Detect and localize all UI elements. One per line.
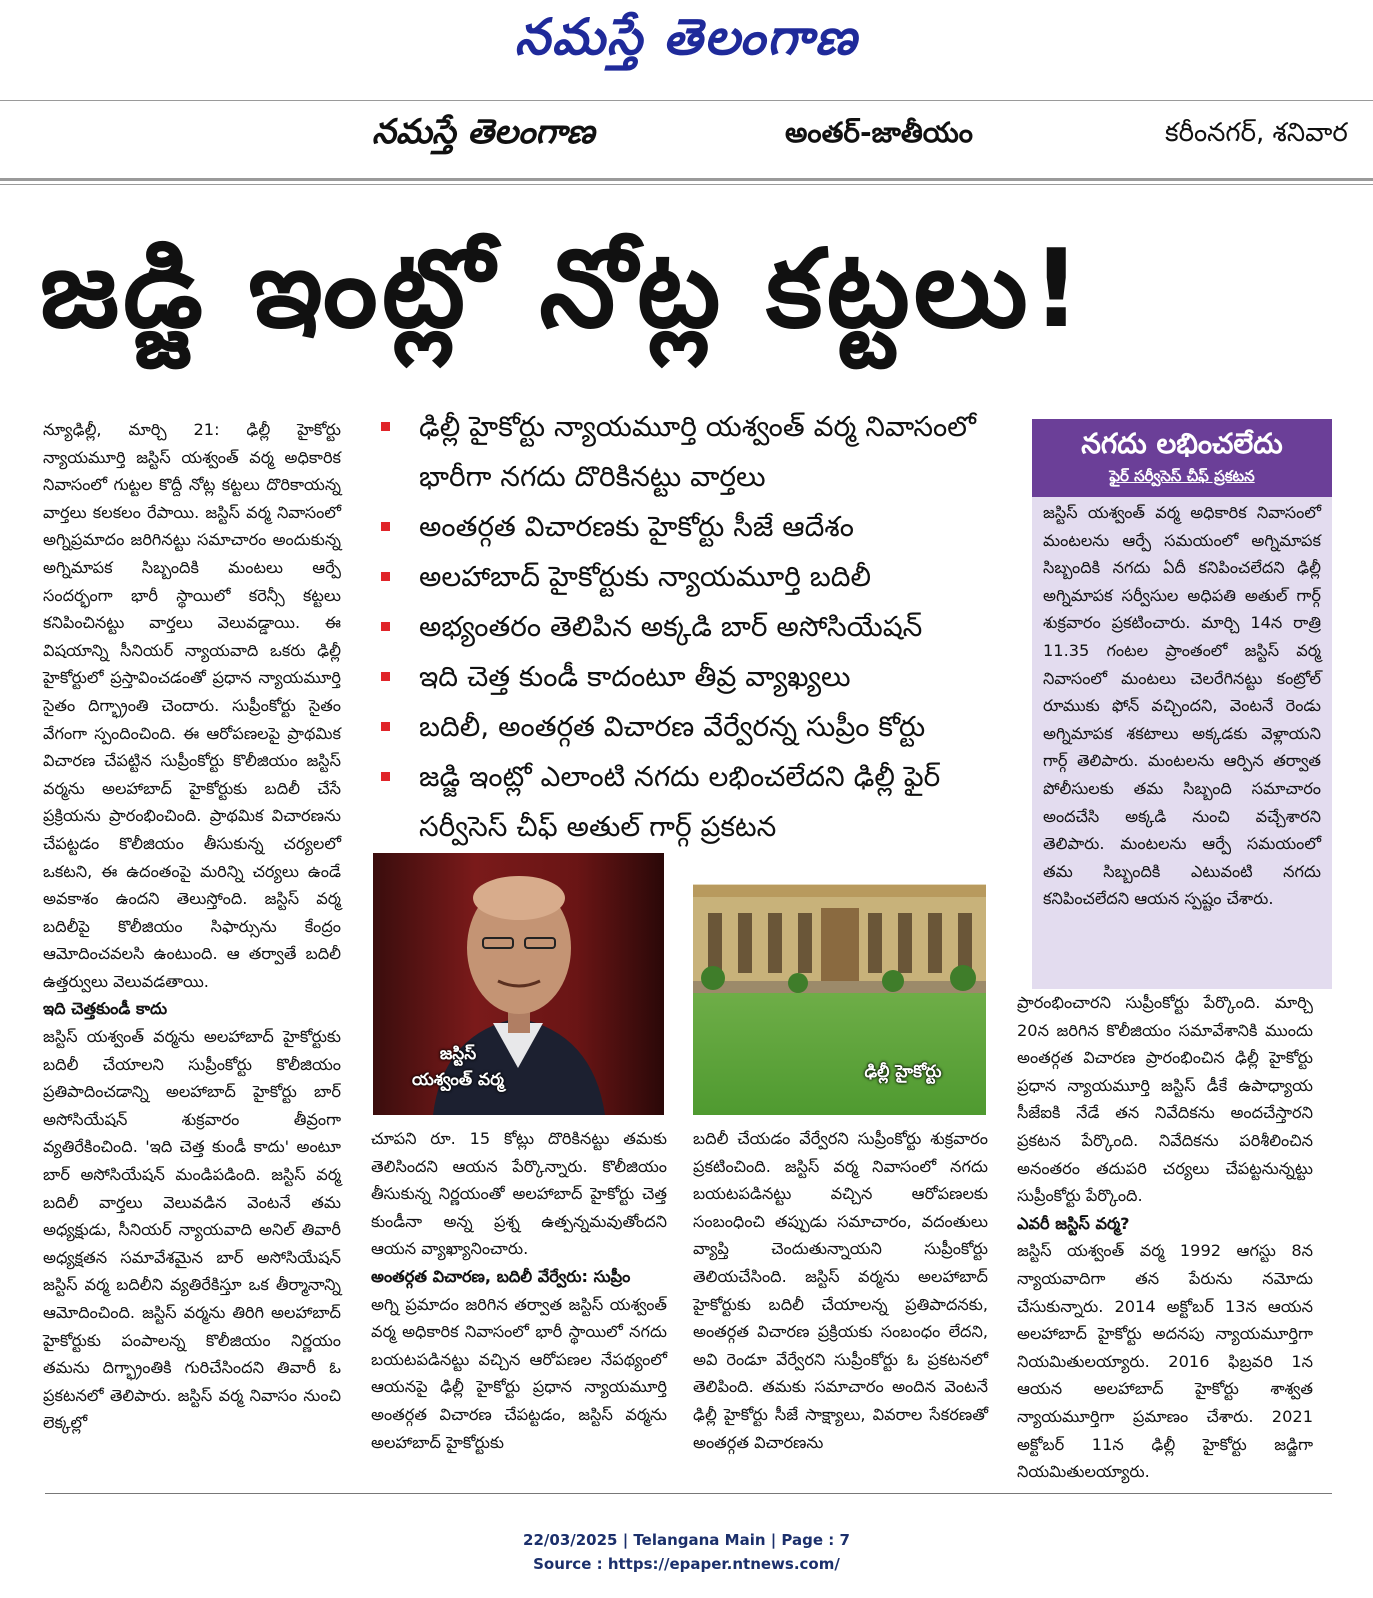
place-date: కరీంనగర్, శనివార — [1165, 118, 1348, 148]
sidebar-box-header — [1032, 419, 1332, 497]
subheading: అంతర్గత విచారణ, బదిలీ వేర్వేరు: సుప్రీం — [371, 1266, 631, 1286]
court-caption: ఢిల్లీ హైకోర్టు — [864, 1062, 942, 1082]
highlight-item: ఢిల్లీ హైకోర్టు న్యాయమూర్తి యశ్వంత్ వర్మ నివాసంలో భారీగా నగదు దొరికినట్టు వార్తలు — [375, 402, 1015, 502]
article-paragraph: చూపని రూ. 15 కోట్లు దొరికినట్టు తమకు తెలిసిందని ఆయన పేర్కొన్నారు. కొలీజియం తీసుకున్న నిర్ణయంతో అలహాబాద్ హైకోర్టు చెత్త కుండీనా అన్న ప్రశ్న ఉత్పన్నమవుతోందని ఆయన వ్యాఖ్యానించారు. — [371, 1129, 667, 1259]
highlight-item: జడ్జి ఇంట్లో ఎలాంటి నగదు లభించలేదని ఢిల్లీ ఫైర్ సర్వీసెస్ చీఫ్ అతుల్ గార్గ్ ప్రకటన — [375, 752, 1015, 852]
sidebar-box-subtitle: ఫైర్ సర్వీసెస్ చీఫ్ ప్రకటన — [1109, 467, 1255, 485]
sidebar-box-title: నగదు లభించలేదు — [1081, 427, 1283, 460]
highlight-item: అభ్యంతరం తెలిపిన అక్కడి బార్ అసోసియేషన్ — [375, 602, 1015, 652]
delhi-high-court-photo — [693, 853, 986, 1115]
article-column-1 — [43, 416, 341, 1437]
sidebar-box-body — [1043, 499, 1321, 913]
article-column-4 — [1017, 989, 1313, 1486]
article-column-2 — [371, 1125, 667, 1456]
article-paragraph: ప్రారంభించారని సుప్రీంకోర్టు పేర్కొంది. మార్చి 20న జరిగిన కొలీజియం సమావేశానికి ముందు అంతర్గత విచారణ ప్రారంభించిన ఢిల్లీ హైకోర్టు ప్రధాన న్యాయమూర్తి జస్టిస్ డీకే ఉపాధ్యాయ సీజేఐకి నేడే తన నివేదికను అందచేస్తారని ప్రకటన పేర్కొంది. నివేదికను పరిశీలించిన అనంతరం తదుపరి చర్యలు చేపట్టనున్నట్టు సుప్రీంకోర్టు పేర్కొంది. — [1017, 993, 1313, 1206]
article-column-3 — [693, 1125, 988, 1456]
footer-rule — [45, 1493, 1332, 1494]
subheading: ఎవరీ జస్టిస్ వర్మ? — [1017, 1213, 1130, 1233]
highlight-item: బదిలీ, అంతర్గత విచారణ వేర్వేరన్న సుప్రీం కోర్టు — [375, 702, 1015, 752]
highlight-item: అంతర్గత విచారణకు హైకోర్టు సీజే ఆదేశం — [375, 502, 1015, 552]
article-paragraph: అగ్ని ప్రమాదం జరిగిన తర్వాత జస్టిస్ యశ్వంత్ వర్మ అధికారిక నివాసంలో భారీ స్థాయిలో నగదు బయటపడినట్టు వచ్చిన ఆరోపణల నేపథ్యంలో ఆయనపై ఢిల్లీ హైకోర్టు ప్రధాన న్యాయమూర్తి అంతర్గత విచారణ చేపట్టడం, జస్టిస్ వర్మను అలహాబాద్ హైకోర్టుకు — [371, 1294, 667, 1452]
header-rule-thin — [0, 184, 1373, 185]
masthead-logo: నమస్తే తెలంగాణ — [514, 8, 859, 66]
article-paragraph: జస్టిస్ యశ్వంత్ వర్మ 1992 ఆగస్టు 8న న్యాయవాదిగా తన పేరును నమోదు చేసుకున్నారు. 2014 అక్టోబర్ 13న ఆయన అలహాబాద్ హైకోర్టు అదనపు న్యాయమూర్తిగా నియమితులయ్యారు. 2016 ఫిబ్రవరి 1న ఆయన అలహాబాద్ హైకోర్టు శాశ్వత న్యాయమూర్తిగా ప్రమాణం చేశారు. 2021 అక్టోబర్ 11న ఢిల్లీ హైకోర్టు జడ్జిగా నియమితులయ్యారు. — [1017, 1241, 1313, 1482]
article-paragraph: బదిలీ చేయడం వేర్వేరని సుప్రీంకోర్టు శుక్రవారం ప్రకటించింది. జస్టిస్ వర్మ నివాసంలో నగదు బయటపడినట్టు వచ్చిన ఆరోపణలకు సంబంధించి తప్పుడు సమాచారం, వదంతులు వ్యాప్తి చెందుతున్నాయని సుప్రీంకోర్టు తెలియచేసింది. జస్టిస్ వర్మను అలహాబాద్ హైకోర్టుకు బదిలీ చేయాలన్న ప్రతిపాదనకు, అంతర్గత విచారణ ప్రక్రియకు సంబంధం లేదని, అవి రెండూ వేర్వేరని సుప్రీంకోర్టు ఓ ప్రకటనలో తెలిపింది. తమకు సమాచారం అందిన వెంటనే ఢిల్లీ హైకోర్టు సీజే సాక్ష్యాలు, వివరాల సేకరణతో అంతర్గత విచారణను — [693, 1129, 988, 1452]
footer-source: Source : https://epaper.ntnews.com/ — [533, 1555, 840, 1573]
brand-name: నమస్తే తెలంగాణ — [372, 112, 595, 152]
highlight-item: ఇది చెత్త కుండీ కాదంటూ తీవ్ర వ్యాఖ్యలు — [375, 652, 1015, 702]
headline: జడ్జి ఇంట్లో నోట్ల కట్టలు! — [40, 227, 1085, 352]
article-paragraph: జస్టిస్ యశ్వంత్ వర్మను అలహాబాద్ హైకోర్టుకు బదిలీ చేయాలని సుప్రీంకోర్టు కొలీజియం ప్రతిపాదించడాన్ని అలహాబాద్ హైకోర్టు బార్ అసోసియేషన్ శుక్రవారం తీవ్రంగా వ్యతిరేకించింది. 'ఇది చెత్త కుండీ కాదు' అంటూ బార్ అసోసియేషన్ మండిపడింది. జస్టిస్ వర్మ బదిలీ వార్తలు వెలువడిన వెంటనే తమ అధ్యక్షుడు, సీనియర్ న్యాయవాది అనిల్ తివారీ అధ్యక్షతన సమావేశమైన బార్ అసోసియేషన్ జస్టిస్ వర్మ బదిలీని వ్యతిరేకిస్తూ ఒక తీర్మానాన్ని ఆమోదించింది. జస్టిస్ వర్మను తిరిగి అలహాబాద్ హైకోర్టుకు పంపాలన్న కొలీజియం నిర్ణయం తమను దిగ్భ్రాంతికి గురిచేసిందని తివారీ ఓ ప్రకటనలో తెలిపారు. జస్టిస్ వర్మ నివాసం నుంచి లెక్కల్లో — [43, 1027, 341, 1433]
article-paragraph: న్యూఢిల్లీ, మార్చి 21: ఢిల్లీ హైకోర్టు న్యాయమూర్తి జస్టిస్ యశ్వంత్ వర్మ అధికారిక నివాసంలో గుట్టల కొద్దీ నోట్ల కట్టలు దొరికాయన్న వార్తలు కలకలం రేపాయి. జస్టిస్ వర్మ నివాసంలో అగ్నిప్రమాదం జరిగినట్టు సమాచారం అందుకున్న అగ్నిమాపక సిబ్బందికి మంటలు ఆర్పే సందర్భంగా భారీ స్థాయిలో కరెన్సీ కట్టలు కనిపించినట్టు వార్తలు వెలువడ్డాయి. ఈ విషయాన్ని సీనియర్ న్యాయవాది ఒకరు ఢిల్లీ హైకోర్టులో ప్రస్తావించడంతో ప్రధాన న్యాయమూర్తి సైతం దిగ్భ్రాంతి చెందారు. సుప్రీంకోర్టు సైతం వేగంగా స్పందించింది. ఈ ఆరోపణలపై ప్రాథమిక విచారణ చేపట్టిన సుప్రీంకోర్టు కొలీజియం జస్టిస్ వర్మను అలహాబాద్ హైకోర్టుకు బదిలీ చేసే ప్రక్రియను ప్రారంభించింది. ప్రాథమిక విచారణను చేపట్టడం కొలీజియం తీసుకున్న చర్యలలో ఒకటని, ఈ ఉదంతంపై మరిన్ని చర్యలు ఉండే అవకాశం ఉందని తెలుస్తోంది. జస్టిస్ వర్మ బదిలీపై కొలీజియం సిఫార్సును కేంద్రం ఆమోదించవలసి ఉంటుంది. ఆ తర్వాతే బదిలీ ఉత్తర్వులు వెలువడతాయి. — [43, 420, 341, 991]
justice-portrait-photo — [373, 853, 664, 1115]
header-rule-thick — [0, 178, 1373, 181]
masthead-divider — [0, 100, 1373, 101]
highlights-list — [375, 402, 1015, 852]
subheading: ఇది చెత్తకుండీ కాదు — [43, 999, 168, 1019]
highlight-item: అలహాబాద్ హైకోర్టుకు న్యాయమూర్తి బదిలీ — [375, 552, 1015, 602]
footer — [0, 1528, 1373, 1576]
portrait-caption: జస్టిస్ యశ్వంత్ వర్మ — [412, 1044, 504, 1090]
article-paragraph: జస్టిస్ యశ్వంత్ వర్మ అధికారిక నివాసంలో మంటలను ఆర్పే సమయంలో అగ్నిమాపక సిబ్బందికి నగదు ఏదీ కనిపించలేదని ఢిల్లీ అగ్నిమాపక సర్వీసుల అధిపతి అతుల్ గార్గ్ శుక్రవారం ప్రకటించారు. మార్చి 14న రాత్రి 11.35 గంటల ప్రాంతంలో జస్టిస్ వర్మ నివాసంలో మంటలు చెలరేగినట్టు కంట్రోల్ రూముకు ఫోన్ వచ్చిందని, వెంటనే రెండు అగ్నిమాపక శకటాలు అక్కడకు వెళ్లాయని గార్గ్ తెలిపారు. మంటలను ఆర్పిన తర్వాత పోలీసులకు తమ సిబ్బంది సమాచారం అందచేసి అక్కడి నుంచి వచ్చేశారని తెలిపారు. మంటలను ఆర్పే సమయంలో తమ సిబ్బందికి ఎటువంటి నగదు కనిపించలేదని ఆయన స్పష్టం చేశారు. — [1043, 503, 1321, 909]
footer-date-page: 22/03/2025 | Telangana Main | Page : 7 — [523, 1531, 850, 1549]
section-title: అంతర్-జాతీయం — [785, 116, 973, 149]
